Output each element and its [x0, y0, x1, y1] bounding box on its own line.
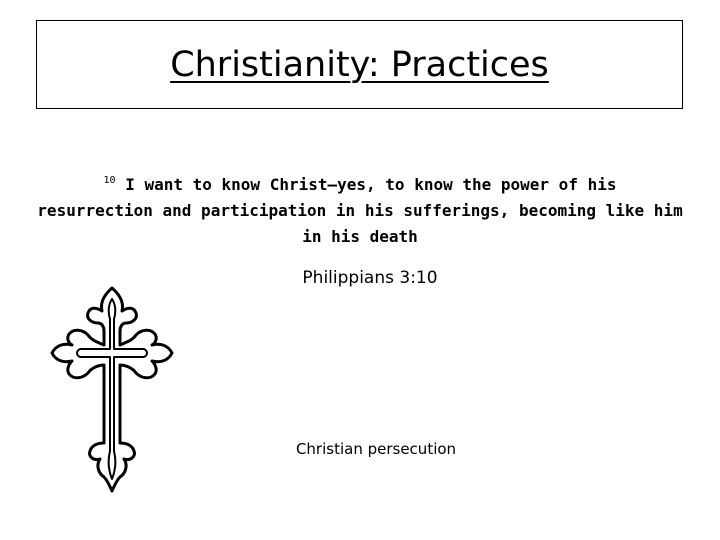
title-box — [36, 20, 683, 109]
cross-inner-outline — [77, 299, 147, 479]
verse-reference: Philippians 3:10 — [302, 268, 438, 288]
verse-line-2: resurrection and participation in his sufferings, becoming like him — [37, 201, 683, 220]
verse-line-1: I want to know Christ—yes, to know the power of his — [125, 175, 617, 194]
verse-line-3: in his death — [302, 227, 418, 246]
cross-icon — [42, 283, 182, 495]
image-caption: Christian persecution — [295, 440, 457, 458]
verse-number: 10 — [103, 175, 116, 186]
cross-outline — [52, 288, 172, 491]
slide-title: Christianity: Practices — [170, 44, 549, 85]
bible-verse — [36, 172, 684, 250]
